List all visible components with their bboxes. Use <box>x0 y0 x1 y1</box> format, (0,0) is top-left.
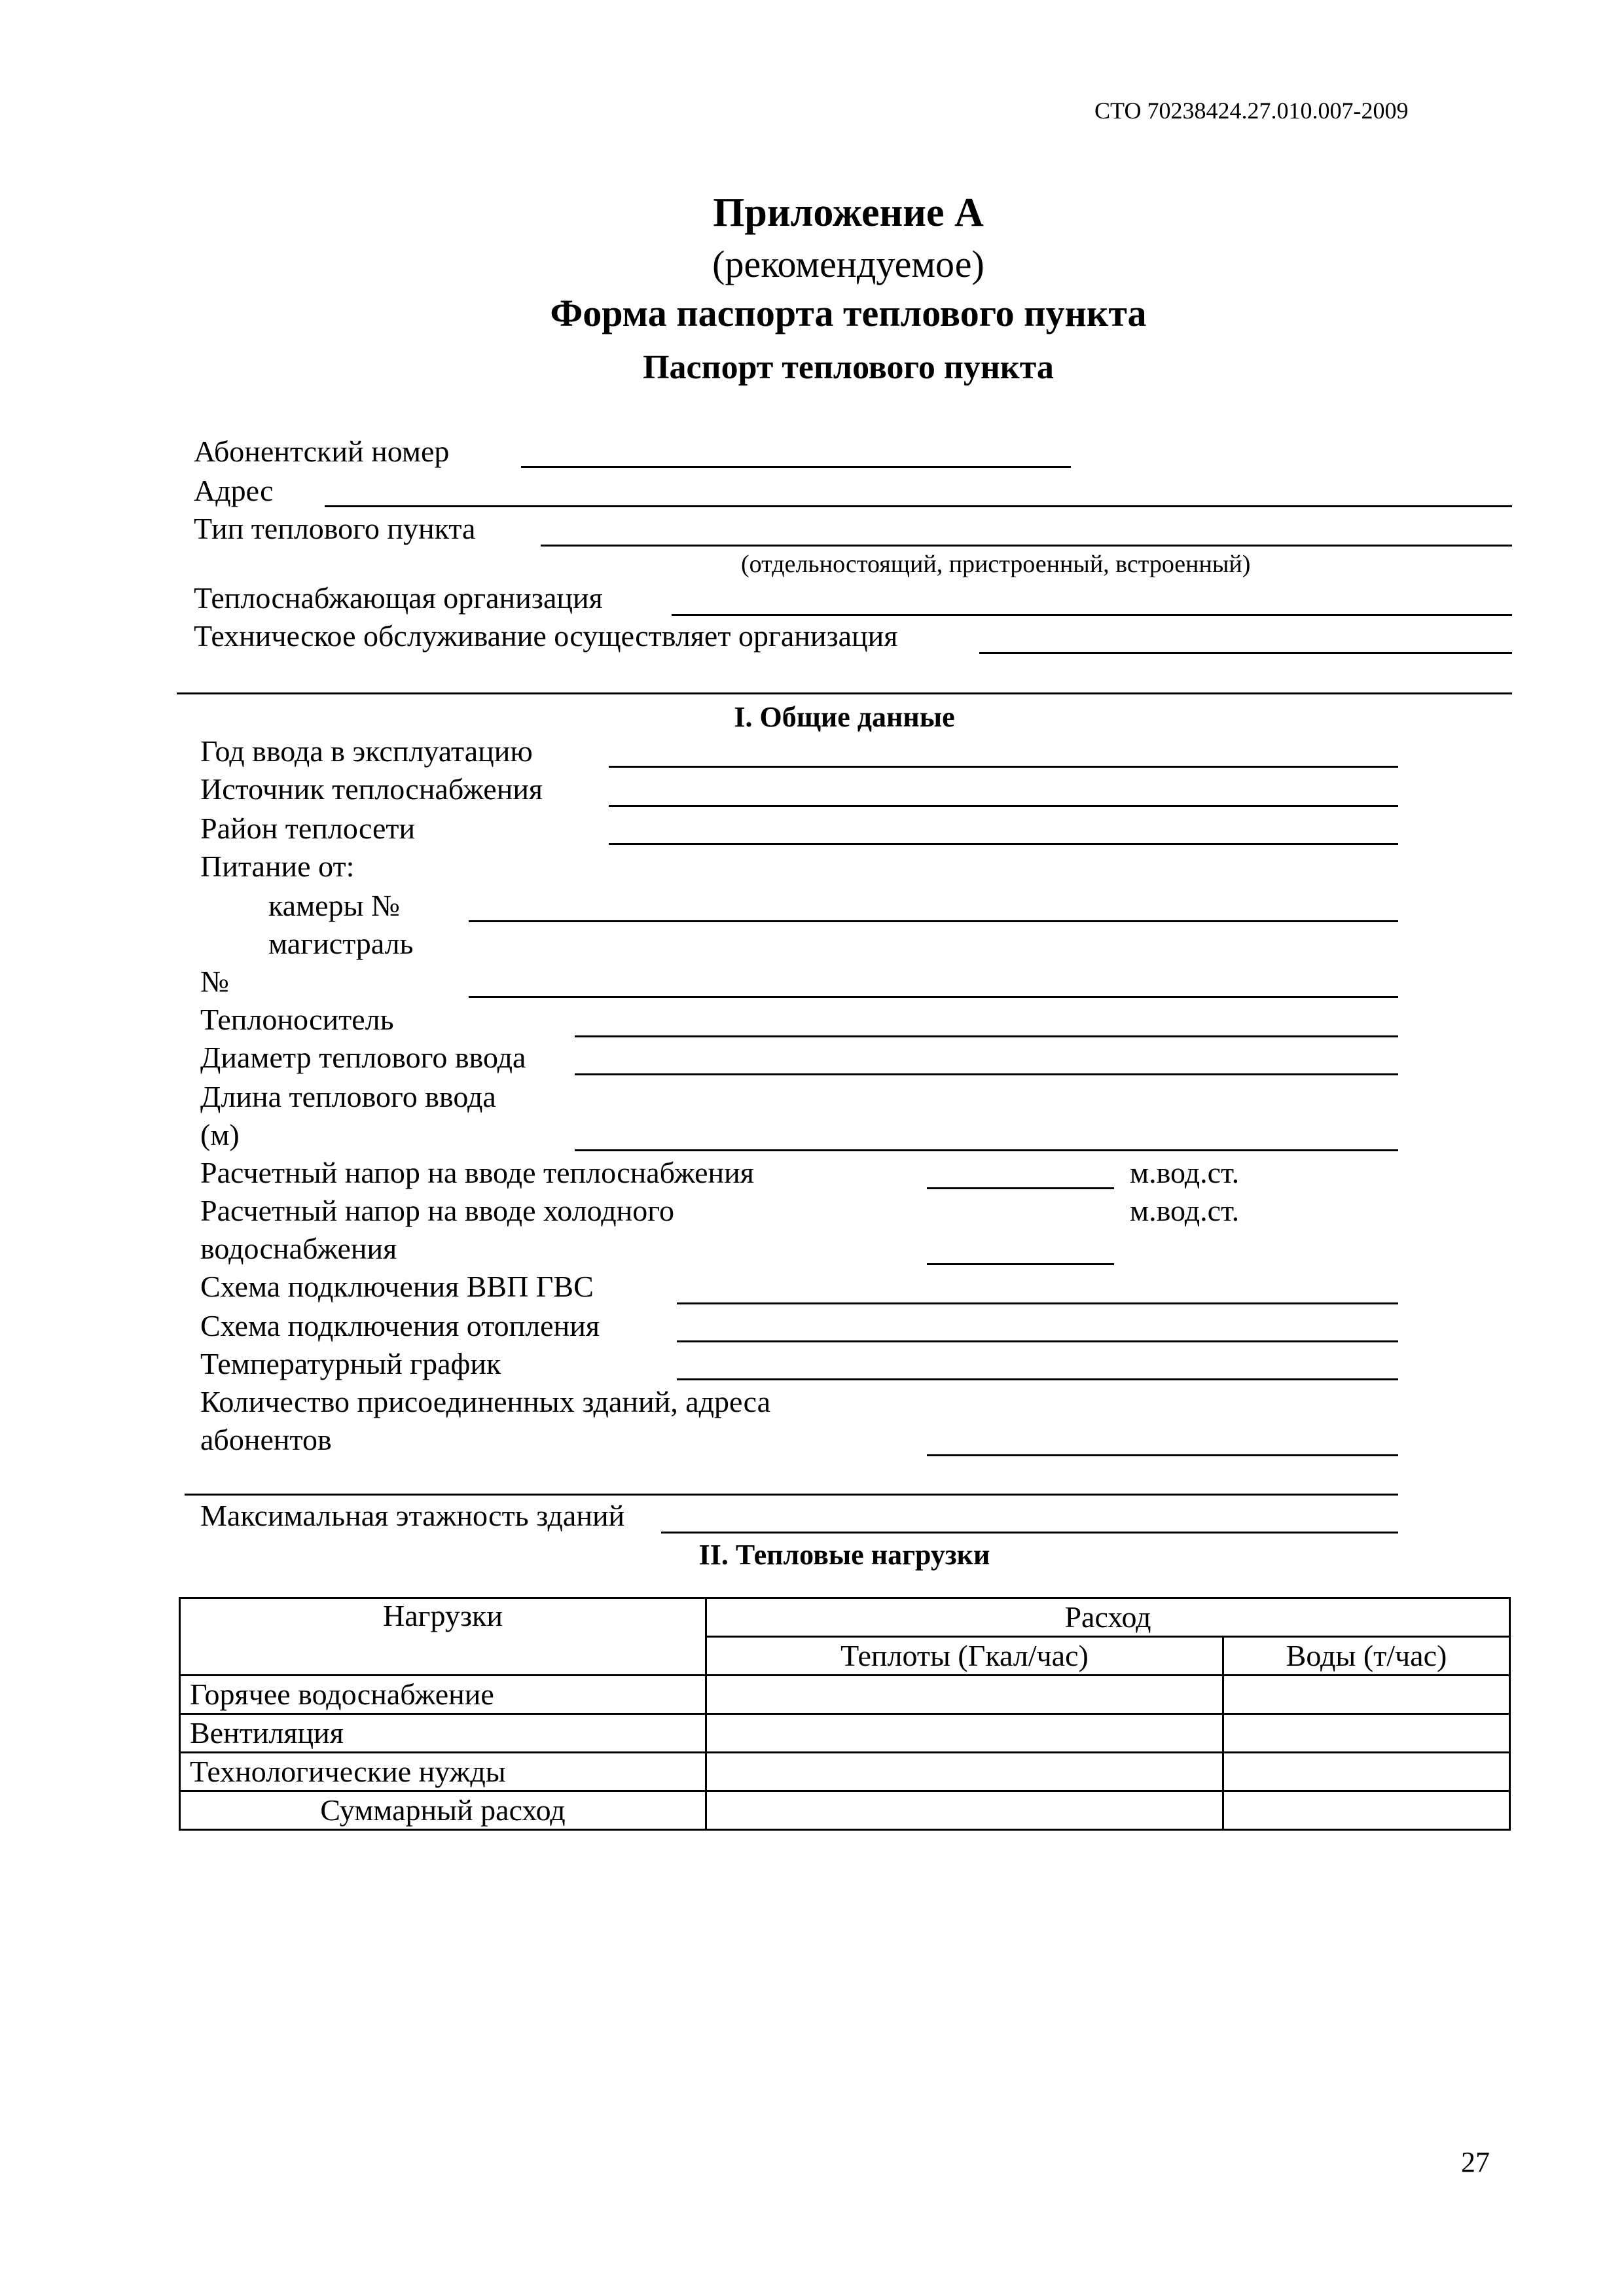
heat-pressure-unit: м.вод.ст. <box>1130 1156 1240 1189</box>
buildings-field[interactable] <box>927 1454 1398 1456</box>
heat-pressure-field[interactable] <box>927 1187 1114 1189</box>
section-1-title: I. Общие данные <box>734 701 955 733</box>
commission-year-field[interactable] <box>609 766 1398 768</box>
col-consumption-header: Расход <box>706 1598 1510 1637</box>
form-title: Форма паспорта теплового пункта <box>550 292 1147 334</box>
chamber-number-field[interactable] <box>469 920 1398 922</box>
temp-schedule-field[interactable] <box>677 1378 1398 1380</box>
input-diameter-field[interactable] <box>575 1073 1398 1075</box>
heat-cell[interactable] <box>706 1676 1223 1714</box>
row-label: Вентиляция <box>180 1714 706 1753</box>
point-type-hint: (отдельностоящий, пристроенный, встроенный) <box>741 550 1251 578</box>
maintenance-org-label: Техническое обслуживание осуществляет организация <box>194 619 898 653</box>
section-2-title: II. Тепловые нагрузки <box>698 1539 990 1571</box>
col-heat-header: Теплоты (Гкал/час) <box>706 1637 1223 1676</box>
dhw-scheme-field[interactable] <box>677 1302 1398 1304</box>
total-row-label: Суммарный расход <box>180 1791 706 1830</box>
buildings-label: Количество присоединенных зданий, адреса <box>200 1385 770 1418</box>
dhw-scheme-label: Схема подключения ВВП ГВС <box>200 1270 594 1303</box>
buildings-addresses-field[interactable] <box>185 1494 1398 1496</box>
main-line-label: магистраль <box>268 927 414 960</box>
network-district-label: Район теплосети <box>200 812 416 845</box>
heat-supply-org-label: Теплоснабжающая организация <box>194 581 603 615</box>
row-label: Горячее водоснабжение <box>180 1676 706 1714</box>
col-loads-header: Нагрузки <box>180 1598 706 1676</box>
appendix-title: Приложение А <box>713 190 984 235</box>
heat-source-field[interactable] <box>609 805 1398 807</box>
subscriber-number-label: Абонентский номер <box>194 435 450 468</box>
cold-pressure-unit: м.вод.ст. <box>1130 1194 1240 1227</box>
page-number: 27 <box>1461 2146 1490 2178</box>
max-floors-label: Максимальная этажность зданий <box>200 1499 625 1532</box>
address-label: Адрес <box>194 474 274 507</box>
table-row <box>180 1753 1510 1791</box>
table-row <box>180 1714 1510 1753</box>
col-water-header: Воды (т/час) <box>1223 1637 1510 1676</box>
heat-cell[interactable] <box>706 1753 1223 1791</box>
water-cell[interactable] <box>1223 1714 1510 1753</box>
cold-pressure-label-cont: водоснабжения <box>200 1232 397 1265</box>
heat-cell[interactable] <box>706 1714 1223 1753</box>
buildings-label-cont: абонентов <box>200 1423 332 1456</box>
passport-title: Паспорт теплового пункта <box>643 349 1054 386</box>
heat-carrier-label: Теплоноситель <box>200 1003 394 1036</box>
heat-supply-org-field[interactable] <box>672 614 1512 616</box>
heat-carrier-field[interactable] <box>575 1035 1398 1037</box>
table-row <box>180 1791 1510 1830</box>
heating-scheme-label: Схема подключения отопления <box>200 1309 600 1342</box>
supply-from-label: Питание от: <box>200 850 355 883</box>
heat-loads-table <box>179 1597 1511 1831</box>
subscriber-number-field[interactable] <box>521 466 1071 468</box>
heat-cell[interactable] <box>706 1791 1223 1830</box>
recommended-label: (рекомендуемое) <box>712 243 984 285</box>
document-code: СТО 70238424.27.010.007-2009 <box>1094 98 1409 124</box>
chamber-number-label: камеры № <box>268 889 400 922</box>
heat-source-label: Источник теплоснабжения <box>200 772 543 806</box>
max-floors-field[interactable] <box>661 1532 1398 1534</box>
separator-line <box>177 692 1512 694</box>
heating-scheme-field[interactable] <box>677 1340 1398 1342</box>
temp-schedule-label: Температурный график <box>200 1347 501 1380</box>
cold-pressure-field[interactable] <box>927 1263 1114 1265</box>
input-length-unit: (м) <box>200 1118 240 1151</box>
input-length-field[interactable] <box>575 1149 1398 1151</box>
point-type-label: Тип теплового пункта <box>194 512 476 545</box>
commission-year-label: Год ввода в эксплуатацию <box>200 734 533 768</box>
water-cell[interactable] <box>1223 1791 1510 1830</box>
main-line-field[interactable] <box>469 996 1398 998</box>
network-district-field[interactable] <box>609 843 1398 845</box>
cold-pressure-label: Расчетный напор на вводе холодного <box>200 1194 675 1227</box>
main-number-label: № <box>200 965 229 998</box>
maintenance-org-field[interactable] <box>979 652 1512 654</box>
heat-pressure-label: Расчетный напор на вводе теплоснабжения <box>200 1156 754 1189</box>
point-type-field[interactable] <box>541 545 1512 547</box>
water-cell[interactable] <box>1223 1753 1510 1791</box>
address-field[interactable] <box>325 505 1512 507</box>
input-diameter-label: Диаметр теплового ввода <box>200 1041 526 1074</box>
water-cell[interactable] <box>1223 1676 1510 1714</box>
input-length-label: Длина теплового ввода <box>200 1080 496 1113</box>
table-row <box>180 1676 1510 1714</box>
row-label: Технологические нужды <box>180 1753 706 1791</box>
